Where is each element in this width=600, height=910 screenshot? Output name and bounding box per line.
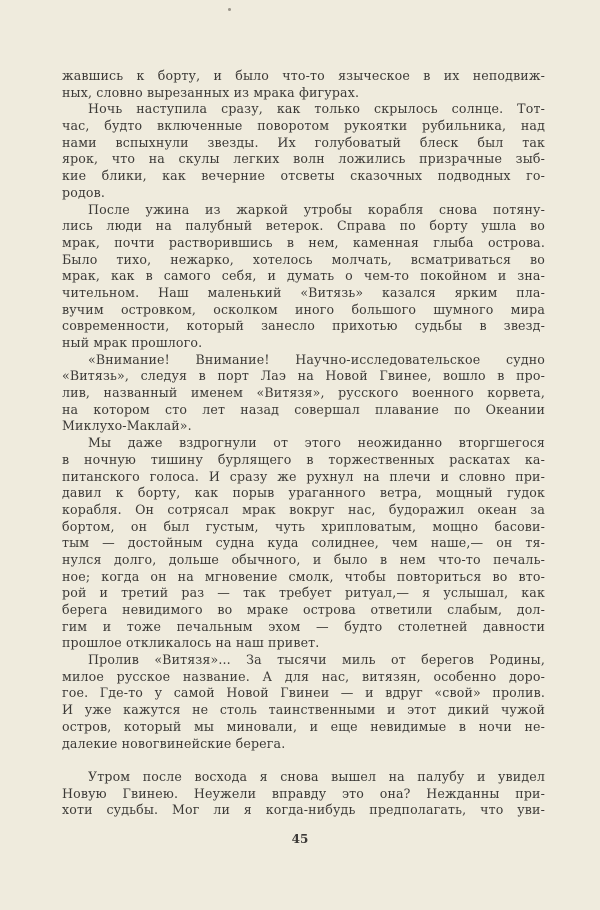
text-line: вучим островком, осколком иного большого шумного мира bbox=[62, 301, 545, 317]
text-line: остров, который мы миновали, и еще невидимые в ночи не- bbox=[62, 718, 545, 734]
page-body bbox=[62, 68, 545, 819]
page-number: 45 bbox=[291, 832, 309, 846]
paragraph-gap bbox=[62, 752, 545, 769]
text-line: на котором сто лет назад совершал плавание по Океании bbox=[62, 401, 545, 417]
scan-speck bbox=[228, 8, 231, 11]
text-line: гое. Где-то у самой Новой Гвинеи — и вдруг «свой» пролив. bbox=[62, 685, 545, 701]
text-line: питанского голоса. И сразу же рухнул на плечи и словно при- bbox=[62, 468, 545, 484]
text-line: жавшись к борту, и было что-то языческое в их неподвиж- bbox=[62, 68, 545, 83]
text-line: ный мрак прошлого. bbox=[62, 335, 203, 350]
text-line: прошлое откликалось на наш привет. bbox=[62, 635, 320, 651]
text-line: нулся долго, дольше обычного, и было в нем что-то печаль- bbox=[62, 551, 545, 567]
paragraph bbox=[62, 101, 545, 201]
text-line: давил к борту, как порыв ураганного ветра, мощный гудок bbox=[62, 485, 545, 501]
text-line: кие блики, как вечерние отсветы сказочных подводных го- bbox=[62, 168, 545, 184]
text-line: Миклухо-Маклай». bbox=[62, 418, 192, 434]
text-line: Пролив «Витязя»... За тысячи миль от берегов Родины, bbox=[88, 652, 545, 668]
text-line: Мы даже вздрогнули от этого неожиданно вторгшегося bbox=[88, 435, 545, 451]
paragraph bbox=[62, 68, 545, 101]
text-line: мрак, почти растворившись в нем, каменная глыба острова. bbox=[62, 234, 545, 250]
text-line: далекие новогвинейские берега. bbox=[62, 735, 286, 751]
text-line: современности, который занесло прихотью судьбы в звезд- bbox=[62, 318, 545, 334]
paragraph bbox=[62, 769, 545, 819]
text-line: гим и тоже печальным эхом — будто столетней давности bbox=[62, 618, 545, 634]
text-line: родов. bbox=[62, 184, 105, 200]
text-line: И уже кажутся не столь таинственными и этот дикий чужой bbox=[62, 702, 545, 718]
text-line: лив, названный именем «Витязя», русского военного корвета, bbox=[62, 385, 545, 401]
text-line: Ночь наступила сразу, как только скрылось солнце. Тот- bbox=[88, 101, 545, 117]
text-line: рой и третий раз — так требует ритуал,— я услышал, как bbox=[62, 585, 545, 601]
text-line: ное; когда он на мгновение смолк, чтобы повториться во вто- bbox=[62, 568, 545, 584]
text-line: берега невидимого во мраке острова ответили слабым, дол- bbox=[62, 602, 545, 617]
text-line: в ночную тишину бурлящего в торжественных раскатах ка- bbox=[62, 451, 545, 467]
text-line: нами вспыхнули звезды. Их голубоватый блеск был так bbox=[62, 134, 545, 150]
text-line: Было тихо, нежарко, хотелось молчать, всматриваться во bbox=[62, 251, 545, 267]
paragraph bbox=[62, 352, 545, 435]
text-line: «Внимание! Внимание! Научно-исследовательское судно bbox=[88, 351, 545, 367]
text-line: лись люди на палубный ветерок. Справа по борту ушла во bbox=[62, 218, 545, 234]
paragraph bbox=[62, 652, 545, 752]
text-line: Утром после восхода я снова вышел на палубу и увидел bbox=[88, 768, 545, 784]
text-line: Новую Гвинею. Неужели вправду это она? Нежданны при- bbox=[62, 785, 545, 801]
text-line: милое русское название. А для нас, витязян, особенно доро- bbox=[62, 668, 545, 684]
text-line: ярок, что на скулы легких волн ложились призрачные зыб- bbox=[62, 151, 545, 167]
text-line: мрак, как в самого себя, и думать о чем-то покойном и зна- bbox=[62, 268, 545, 284]
text-line: бортом, он был густым, чуть хрипловатым, мощно басови- bbox=[62, 518, 545, 534]
text-line: хоти судьбы. Мог ли я когда-нибудь предполагать, что уви- bbox=[62, 802, 545, 818]
text-line: тым — достойным судна куда солиднее, чем наше,— он тя- bbox=[62, 535, 545, 551]
text-line: корабля. Он сотрясал мрак вокруг нас, будоражил океан за bbox=[62, 501, 545, 517]
text-line: ных, словно вырезанных из мрака фигурах. bbox=[62, 84, 360, 100]
paragraph bbox=[62, 435, 545, 652]
paragraph bbox=[62, 202, 545, 352]
text-line: чительном. Наш маленький «Витязь» казался ярким пла- bbox=[62, 284, 545, 300]
text-line: час, будто включенные поворотом рукоятки рубильника, над bbox=[62, 118, 545, 134]
text-line: «Витязь», следуя в порт Лаэ на Новой Гвинее, вошло в про- bbox=[62, 368, 545, 384]
text-line: После ужина из жаркой утробы корабля снова потяну- bbox=[88, 201, 545, 217]
